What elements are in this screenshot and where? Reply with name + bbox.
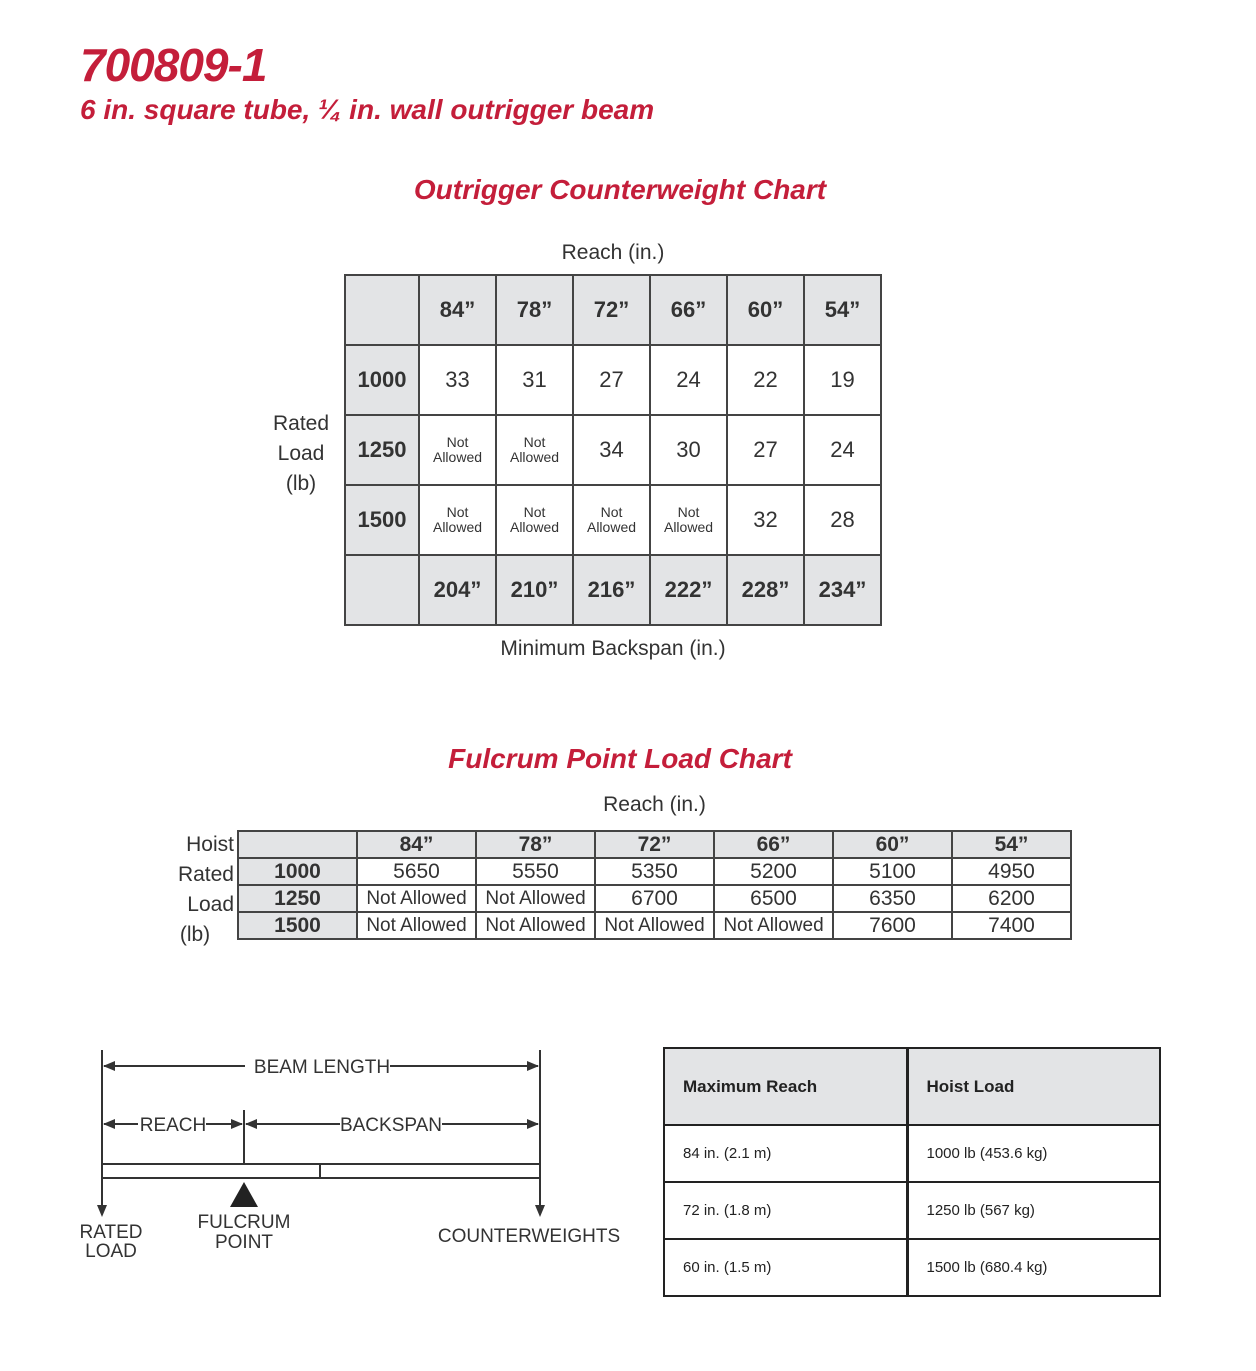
table-cell [496,415,573,485]
backspan-cell: 228” [727,555,804,625]
cell-text-line: Allowed [509,449,560,465]
backspan-label: Minimum Backspan (in.) [500,637,726,660]
table-cell [419,485,496,555]
table-row [664,1182,1160,1239]
counterweight-load-label [256,409,346,499]
table-cell: 7400 [952,912,1071,939]
load-label-line: (lb) [179,923,211,946]
fulcrum-chart-title: Fulcrum Point Load Chart [448,743,792,774]
counterweights-label: COUNTERWEIGHTS [437,1226,620,1247]
fulcrum-label: POINT [214,1232,274,1253]
fulcrum-table [237,830,1072,940]
table-cell: 27 [573,345,650,415]
table-cell: 84 in. (2.1 m) [664,1125,907,1182]
table-header-row [664,1048,1160,1125]
table-cell: 34 [573,415,650,485]
cell-text-line: Not [446,504,469,520]
arrow-down-icon [535,1205,545,1217]
load-label-line: (lb) [285,472,317,495]
table-cell [650,485,727,555]
table-row [345,485,881,555]
table-cell: 5650 [357,858,476,885]
arrow-left-icon [103,1061,115,1071]
cell-text-line: Allowed [663,519,714,535]
arrow-right-icon [527,1119,539,1129]
counterweight-table [344,274,882,626]
counterweight-reach-label: Reach (in.) [561,241,665,264]
rated-load-label: RATED [80,1222,143,1243]
table-cell: 33 [419,345,496,415]
table-row [238,912,1071,939]
reach-header-cell: 84” [357,831,476,858]
cell-text-line: Allowed [509,519,560,535]
table-cell: 4950 [952,858,1071,885]
table-cell: 19 [804,345,881,415]
reach-header-cell: 66” [714,831,833,858]
table-row [238,858,1071,885]
fulcrum-reach-label: Reach (in.) [603,793,706,816]
reach-header-cell: 66” [650,275,727,345]
table-row [664,1125,1160,1182]
arrow-left-icon [245,1119,257,1129]
load-header-cell: 1500 [238,912,357,939]
table-cell: 1000 lb (453.6 kg) [907,1125,1160,1182]
cell-text-line: Not [677,504,700,520]
cell-text-line: Not [600,504,623,520]
table-cell: 60 in. (1.5 m) [664,1239,907,1296]
beam-diagram [80,1045,620,1275]
table-cell [573,485,650,555]
table-cell: Not Allowed [476,912,595,939]
load-header-cell: 1250 [238,885,357,912]
header-corner-cell [345,275,419,345]
load-label-line: Load [277,442,325,465]
load-header-cell: 1250 [345,415,419,485]
table-cell: 24 [804,415,881,485]
table-row [345,345,881,415]
fulcrum-load-label [150,830,234,950]
reach-load-table [663,1047,1161,1297]
table-cell: 6500 [714,885,833,912]
table-row [238,885,1071,912]
table-cell: 5100 [833,858,952,885]
table-cell: 72 in. (1.8 m) [664,1182,907,1239]
reach-label: REACH [139,1115,207,1136]
table-cell: 32 [727,485,804,555]
reach-header-cell: 84” [419,275,496,345]
table-cell: 1250 lb (567 kg) [907,1182,1160,1239]
backspan-cell: 234” [804,555,881,625]
part-description: 6 in. square tube, ¼ in. wall outrigger beam [80,94,655,125]
reach-header-cell: 78” [476,831,595,858]
table-cell: 31 [496,345,573,415]
cell-text-line: Not [446,434,469,450]
arrow-right-icon [527,1061,539,1071]
backspan-cell: 210” [496,555,573,625]
table-cell [496,485,573,555]
table-header-row [345,275,881,345]
reach-header-cell: 54” [804,275,881,345]
counterweight-chart-title: Outrigger Counterweight Chart [413,174,827,205]
table-cell: 27 [727,415,804,485]
reach-header-cell: 72” [595,831,714,858]
table-cell: Not Allowed [357,912,476,939]
cell-text-line: Allowed [432,519,483,535]
table-cell: Not Allowed [476,885,595,912]
backspan-label: BACKSPAN [339,1115,443,1136]
table-cell: 7600 [833,912,952,939]
beam-length-label: BEAM LENGTH [253,1057,391,1078]
backspan-cell: 216” [573,555,650,625]
backspan-row [345,555,881,625]
load-header-cell: 1000 [238,858,357,885]
cell-text-line: Not [523,504,546,520]
table-cell: 24 [650,345,727,415]
table-cell [419,415,496,485]
rated-load-label: LOAD [85,1241,137,1262]
max-reach-header: Maximum Reach [664,1048,907,1125]
arrow-left-icon [103,1119,115,1129]
table-cell: 6700 [595,885,714,912]
table-cell: Not Allowed [357,885,476,912]
table-cell: 1500 lb (680.4 kg) [907,1239,1160,1296]
table-cell: Not Allowed [595,912,714,939]
table-cell: 6350 [833,885,952,912]
reach-header-cell: 60” [833,831,952,858]
reach-header-cell: 60” [727,275,804,345]
backspan-cell: 222” [650,555,727,625]
fulcrum-triangle-icon [230,1182,258,1207]
header-corner-cell [238,831,357,858]
table-cell: 5350 [595,858,714,885]
load-label-line: Rated [272,412,330,435]
table-cell: 5200 [714,858,833,885]
table-row [345,415,881,485]
load-label-line: Load [187,893,234,916]
reach-header-cell: 54” [952,831,1071,858]
load-label-line: Hoist [186,833,234,856]
table-cell: 22 [727,345,804,415]
table-header-row [238,831,1071,858]
table-cell: 6200 [952,885,1071,912]
table-cell: 28 [804,485,881,555]
load-header-cell: 1000 [345,345,419,415]
table-cell: Not Allowed [714,912,833,939]
load-label-line: Rated [177,863,234,886]
table-cell: 5550 [476,858,595,885]
table-cell: 30 [650,415,727,485]
fulcrum-label: FULCRUM [197,1212,291,1233]
table-row [664,1239,1160,1296]
reach-header-cell: 78” [496,275,573,345]
hoist-load-header: Hoist Load [907,1048,1160,1125]
cell-text-line: Allowed [432,449,483,465]
backspan-cell: 204” [419,555,496,625]
load-header-cell: 1500 [345,485,419,555]
cell-text-line: Allowed [586,519,637,535]
reach-header-cell: 72” [573,275,650,345]
cell-text-line: Not [523,434,546,450]
footer-corner-cell [345,555,419,625]
part-number: 700809-1 [80,39,267,91]
arrow-right-icon [231,1119,243,1129]
arrow-down-icon [97,1205,107,1217]
